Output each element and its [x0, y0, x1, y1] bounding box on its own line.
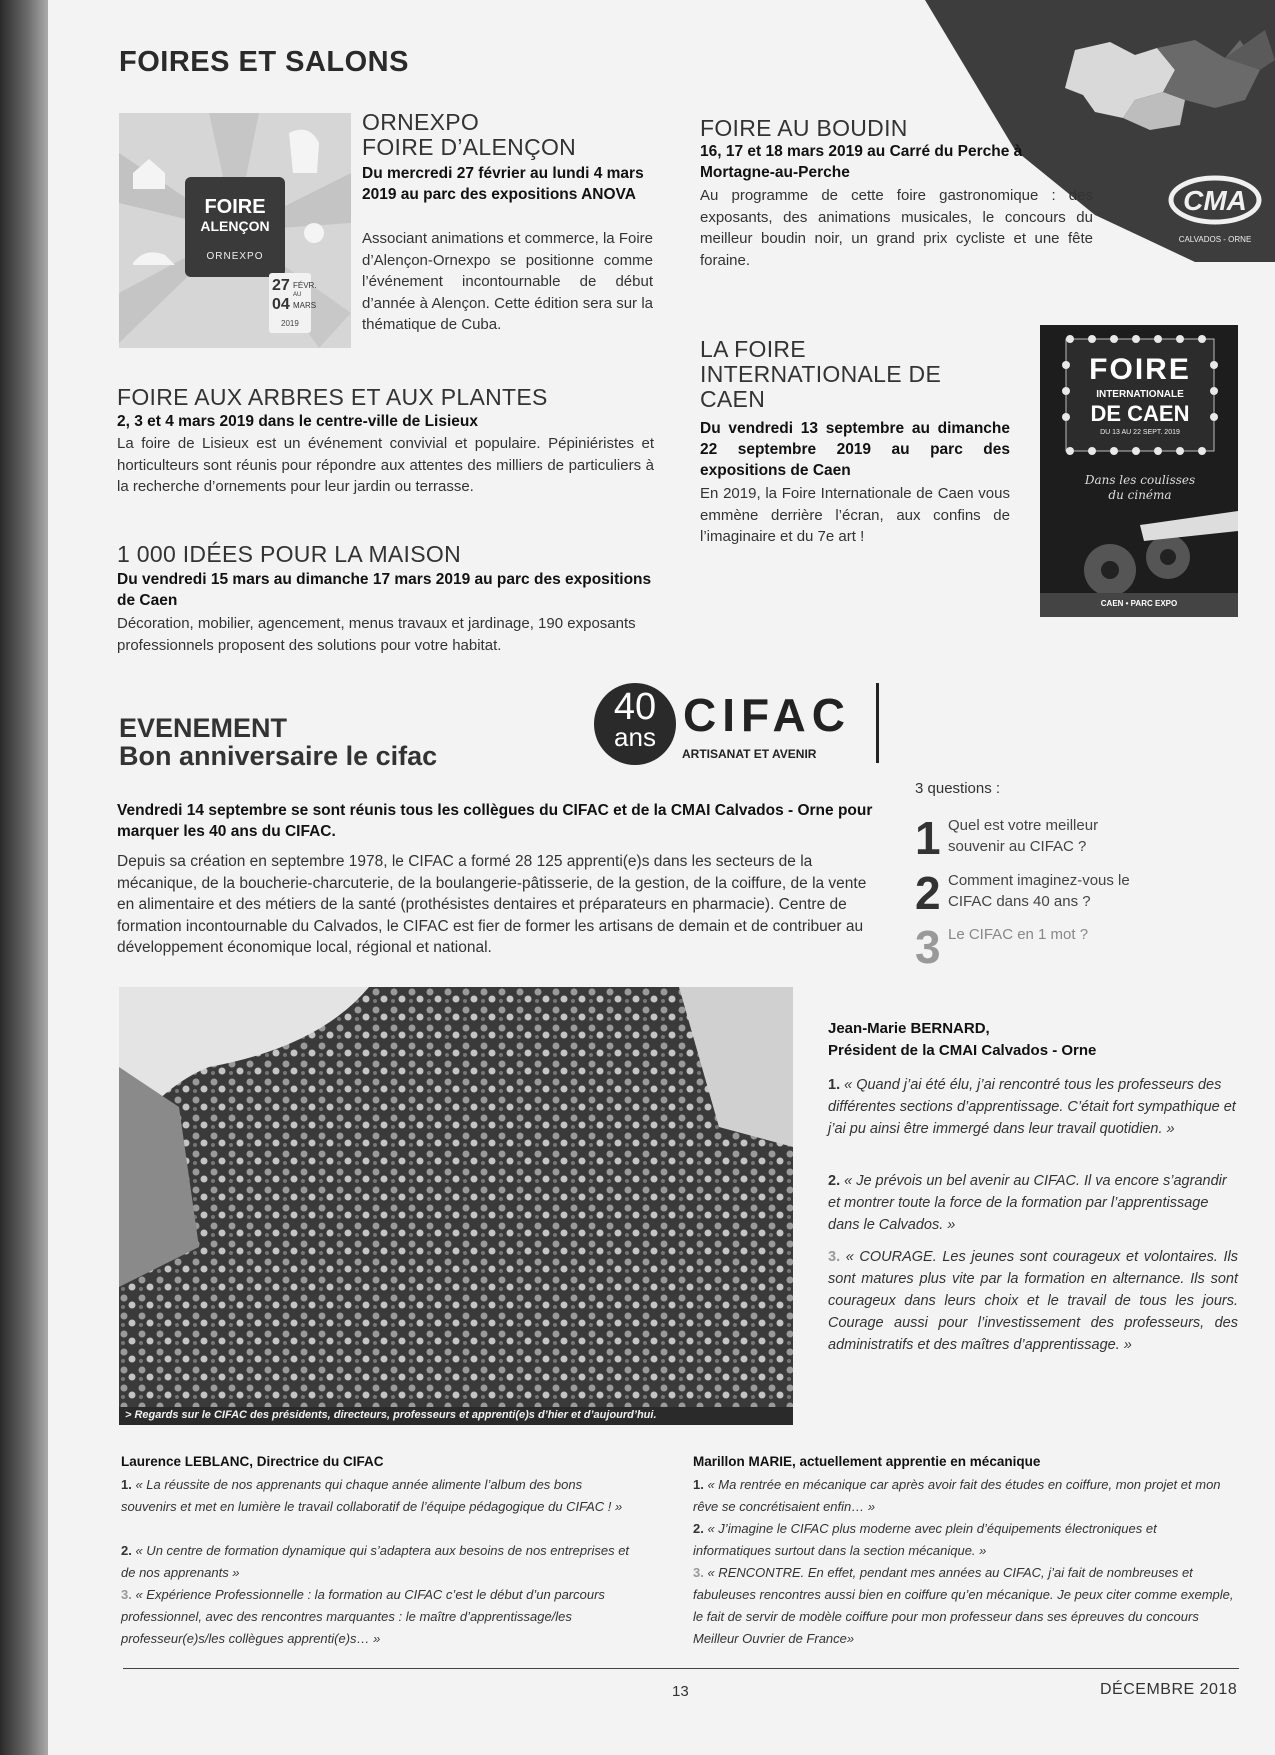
cifac-logo-ans: ans [614, 722, 656, 752]
leblanc-answer-1-number: 1. [121, 1477, 132, 1492]
leblanc-answer-3-text: « Expérience Professionnelle : la formation au CIFAC c’est le début d’un parcours professionnel, avec des rencontres marquantes : le maître d’apprentissage/les professeur(e)s/les collègues apprenti(e)s… » [121, 1587, 605, 1646]
question-1-text: Quel est votre meilleur souvenir au CIFAC ? [948, 817, 1099, 855]
caen-poster [1040, 325, 1238, 617]
evenement-title: Bon anniversaire le cifac [119, 741, 438, 771]
question-2-number: 2 [915, 867, 941, 919]
issue-date: DÉCEMBRE 2018 [1100, 1681, 1238, 1698]
group-photo-caption: > Regards sur le CIFAC des présidents, directeurs, professeurs et apprenti(e)s d’hier et d’aujourd’hui. [125, 1409, 657, 1421]
alencon-poster [119, 113, 351, 348]
bernard-answer-1-number: 1. [828, 1077, 841, 1093]
idees-dates: Du vendredi 15 mars au dimanche 17 mars 2019 au parc des expositions de Caen [117, 571, 652, 609]
alencon-poster-foire: FOIRE [204, 196, 266, 218]
alencon-poster-day1: 27 [272, 277, 290, 294]
marie-name: Marillon MARIE, actuellement apprentie en mécanique [693, 1454, 1041, 1469]
marie-answer-1-number: 1. [693, 1477, 704, 1492]
idees-title: 1 000 IDÉES POUR LA MAISON [117, 541, 461, 567]
group-photo [119, 987, 793, 1425]
leblanc-name: Laurence LEBLANC, Directrice du CIFAC [121, 1454, 384, 1469]
marie-answer-2-number: 2. [693, 1521, 704, 1536]
question-2-text: Comment imaginez-vous le CIFAC dans 40 ans ? [948, 872, 1130, 910]
cma-logo-text: CMA [1183, 185, 1247, 216]
caen-poster-de-caen: DE CAEN [1090, 401, 1190, 426]
cma-logo-sub: CALVADOS - ORNE [1178, 235, 1252, 244]
question-1 [915, 812, 1175, 864]
cifac-logo-40: 40 [613, 686, 657, 728]
cifac-logo-tagline: ARTISANAT ET AVENIR [682, 747, 817, 761]
alencon-poster-ornexpo: ORNEXPO [206, 251, 264, 262]
arbres-dates: 2, 3 et 4 mars 2019 dans le centre-ville de Lisieux [117, 413, 478, 430]
marie-answer-2 [693, 1518, 1238, 1562]
leblanc-answer-2-number: 2. [121, 1543, 132, 1558]
question-2 [915, 867, 1175, 919]
marie-answer-1-text: « Ma rentrée en mécanique car après avoir fait des études en coiffure, mon projet et mon rêve se concrétisaient enfin… » [693, 1477, 1221, 1514]
bernard-answer-3-number: 3. [828, 1249, 841, 1265]
caen-dates: Du vendredi 13 septembre au dimanche 22 septembre 2019 au parc des expositions de Caen [700, 420, 1010, 479]
bernard-answer-2-number: 2. [828, 1173, 841, 1189]
alencon-title-1: ORNEXPO [362, 109, 480, 135]
question-3-number: 3 [915, 921, 941, 973]
caen-poster-inter: INTERNATIONALE [1096, 389, 1184, 400]
page-number: 13 [672, 1683, 689, 1700]
evenement-kicker: EVENEMENT [119, 713, 288, 743]
alencon-poster-alencon: ALENÇON [200, 218, 270, 234]
alencon-title-2: FOIRE D’ALENÇON [362, 134, 577, 160]
caen-title: LA FOIRE INTERNATIONALE DE CAEN [700, 336, 942, 412]
boudin-text: Au programme de cette foire gastronomique : des exposants, des animations musicales, le concours du meilleur boudin noir, un grand prix cycliste et une fête foraine. [700, 187, 1093, 269]
boudin-title: FOIRE AU BOUDIN [700, 115, 908, 141]
question-1-number: 1 [915, 812, 941, 864]
cifac-logo-name: CIFAC [683, 689, 851, 741]
bernard-answer-1-text: « Quand j’ai été élu, j’ai rencontré tous les professeurs des différentes sections d’apprentissage. C’était fort sympathique et j’ai pu ainsi être immergé dans leur travail quotidien. » [828, 1077, 1236, 1137]
caen-poster-bottom: CAEN • PARC EXPO [1100, 599, 1178, 608]
marie-answer-2-text: « J’imagine le CIFAC plus moderne avec plein d’équipements électroniques et informatiques surtout dans la section mécanique. » [693, 1521, 1157, 1558]
alencon-poster-month1: FÉVR. [293, 281, 317, 290]
leblanc-answer-2 [121, 1540, 641, 1584]
bernard-answer-2 [828, 1170, 1238, 1236]
leblanc-answer-3 [121, 1584, 641, 1650]
alencon-poster-au: AU [293, 292, 302, 298]
bernard-answer-1 [828, 1074, 1238, 1140]
marie-answer-1 [693, 1474, 1238, 1518]
arbres-text: La foire de Lisieux est un événement convivial et populaire. Pépiniéristes et horticulteurs sont réunis pour répondre aux attentes des milliers de particuliers à la recherche d’ornements pour leur jardin ou terrasse. [117, 435, 654, 495]
alencon-text: Associant animations et commerce, la Foire d’Alençon-Ornexpo se positionne comme l’événement incontournable de début d’année à Alençon. Cette édition sera sur la thématique de Cuba. [362, 230, 653, 333]
bernard-role: Président de la CMAI Calvados - Orne [828, 1042, 1097, 1059]
cifac-40-ans-badge [594, 683, 676, 765]
leblanc-answer-1 [121, 1474, 641, 1518]
footer-rule [123, 1668, 1239, 1669]
marie-answer-3 [693, 1562, 1238, 1650]
arbres-title: FOIRE AUX ARBRES ET AUX PLANTES [117, 384, 548, 410]
alencon-dates: Du mercredi 27 février au lundi 4 mars 2019 au parc des expositions ANOVA [362, 165, 644, 203]
caen-poster-foire: FOIRE [1089, 353, 1191, 386]
leblanc-answer-1-text: « La réussite de nos apprenants qui chaque année alimente l’album des bons souvenirs et met en lumière le travail collaboratif de l’équipe pédagogique du CIFAC ! » [121, 1477, 623, 1514]
evenement-intro: Vendredi 14 septembre se sont réunis tous les collègues du CIFAC et de la CMAI Calvados - Orne pour marquer les 40 ans du CIFAC. [117, 802, 873, 840]
leblanc-answer-3-number: 3. [121, 1587, 132, 1602]
idees-text: Décoration, mobilier, agencement, menus travaux et jardinage, 190 exposants professionnels proposent des solutions pour votre habitat. [117, 615, 636, 654]
alencon-poster-day2: 04 [272, 296, 290, 313]
bernard-name: Jean-Marie BERNARD, [828, 1020, 990, 1037]
question-3 [915, 921, 1175, 973]
bernard-answer-3-text: « COURAGE. Les jeunes sont courageux et volontaires. Ils sont matures plus vite par la formation en alternance. Ils sont courageux dans leurs choix et le travail de tous les jours. Courage aussi pour l’investissement des professeurs, des administratifs et des maîtres d’apprentissage. » [828, 1249, 1239, 1353]
leblanc-answer-2-text: « Un centre de formation dynamique qui s’adaptera aux besoins de nos entreprises et de nos apprenants » [121, 1543, 630, 1580]
caen-poster-script: Dans les coulisses du cinéma [1084, 473, 1196, 502]
group-photo-crowd [119, 987, 793, 1425]
questions-label: 3 questions : [915, 780, 1001, 797]
bernard-answer-3 [828, 1246, 1238, 1356]
evenement-text: Depuis sa création en septembre 1978, le CIFAC a formé 28 125 apprenti(e)s dans les secteurs de la mécanique, de la boucherie-charcuterie, de la boulangerie-pâtisserie, de la gestion, de la coiffure, de la vente en alimentaire et des métiers de la santé (prothésistes dentaires et préparateurs en pharmacie). Centre de formation incontournable du Calvados, le CIFAC est fier de former les artisans de demain et de contribuer au développement économique local, régional et national. [117, 853, 867, 956]
cifac-logo-divider [876, 683, 879, 763]
marie-answer-3-text: « RENCONTRE. En effet, pendant mes années au CIFAC, j’ai fait de nombreuses et fabuleuses rencontres aussi bien en coiffure qu’en mécanique. Je peux citer comme exemple, le fait de servir de modèle coiffure pour mon professeur dans ses épreuves du concours Meilleur Ouvrier de France» [693, 1565, 1234, 1646]
boudin-dates: 16, 17 et 18 mars 2019 au Carré du Perche à Mortagne-au-Perche [700, 143, 1023, 181]
marie-answer-3-number: 3. [693, 1565, 704, 1580]
alencon-poster-year: 2019 [281, 319, 299, 328]
question-3-text: Le CIFAC en 1 mot ? [948, 926, 1089, 943]
caen-text: En 2019, la Foire Internationale de Caen vous emmène derrière l’écran, aux confins de l’imaginaire et du 7e art ! [700, 485, 1010, 545]
bernard-answer-2-text: « Je prévois un bel avenir au CIFAC. Il va encore s’agrandir et montrer toute la force de la formation par l’apprentissage dans le Calvados. » [828, 1173, 1227, 1233]
caen-poster-dates: DU 13 AU 22 SEPT. 2019 [1100, 429, 1180, 436]
alencon-poster-month2: MARS [293, 301, 317, 310]
section-title-foires: FOIRES ET SALONS [119, 46, 409, 78]
